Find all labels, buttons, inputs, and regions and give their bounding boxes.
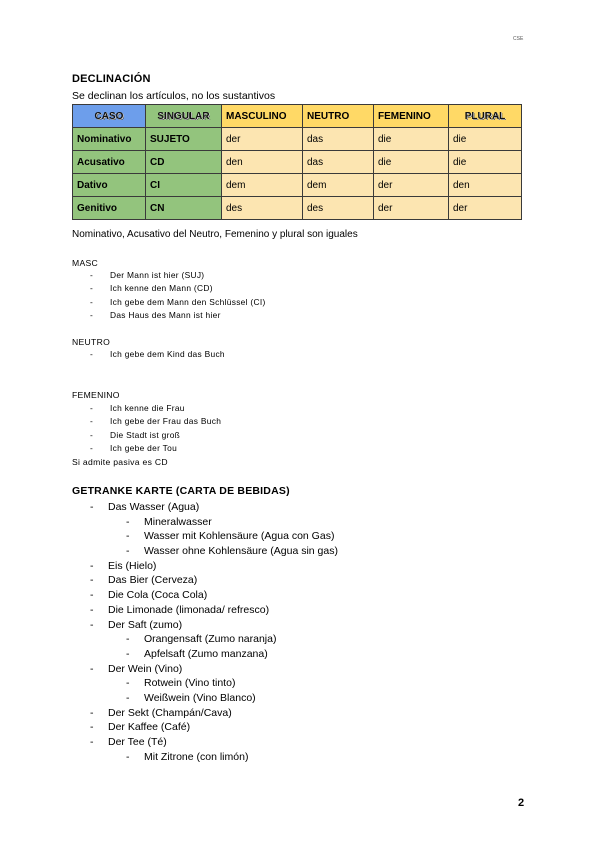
list-item: - Der Wein (Vino)	[72, 662, 338, 677]
fem-cell: der	[374, 197, 449, 220]
neutro-cell: dem	[303, 174, 374, 197]
table-header-row	[73, 105, 522, 128]
list-item: - Wasser mit Kohlensäure (Agua con Gas)	[72, 529, 338, 544]
list-item: - Der Kaffee (Café)	[72, 720, 338, 735]
list-item: - Die Cola (Coca Cola)	[72, 588, 338, 603]
plural-cell: die	[449, 151, 522, 174]
header-plural: PLURAL	[449, 105, 522, 128]
singular-cell: SUJETO	[146, 128, 222, 151]
table-row	[73, 151, 522, 174]
header-caso: CASO	[73, 105, 146, 128]
neutro-label: NEUTRO	[72, 337, 111, 347]
list-item: - Das Wasser (Agua)	[72, 500, 338, 515]
list-item: - Der Sekt (Champán/Cava)	[72, 706, 338, 721]
declension-table	[72, 104, 522, 220]
list-item: - Die Stadt ist groß	[72, 429, 221, 442]
list-item: - Ich gebe der Tou	[72, 442, 221, 455]
masc-cell: des	[222, 197, 303, 220]
fem-cell: der	[374, 174, 449, 197]
singular-cell: CI	[146, 174, 222, 197]
fem-cell: die	[374, 128, 449, 151]
neutro-cell: des	[303, 197, 374, 220]
list-item: - Der Saft (zumo)	[72, 618, 338, 633]
list-item: - Wasser ohne Kohlensäure (Agua sin gas)	[72, 544, 338, 559]
neutro-cell: das	[303, 128, 374, 151]
header-mark: CSE	[513, 36, 524, 42]
header-masculino: MASCULINO	[222, 105, 303, 128]
masc-cell: den	[222, 151, 303, 174]
list-item: - Orangensaft (Zumo naranja)	[72, 632, 338, 647]
fem-cell: die	[374, 151, 449, 174]
list-item: - Ich kenne den Mann (CD)	[72, 282, 266, 295]
masc-cell: der	[222, 128, 303, 151]
list-item: - Ich gebe der Frau das Buch	[72, 415, 221, 428]
list-item: - Die Limonade (limonada/ refresco)	[72, 603, 338, 618]
plural-cell: die	[449, 128, 522, 151]
caso-cell: Dativo	[73, 174, 146, 197]
page-number: 2	[518, 797, 525, 809]
singular-cell: CD	[146, 151, 222, 174]
list-item: - Rotwein (Vino tinto)	[72, 676, 338, 691]
neutro-cell: das	[303, 151, 374, 174]
list-item: - Mineralwasser	[72, 515, 338, 530]
list-item: - Apfelsaft (Zumo manzana)	[72, 647, 338, 662]
table-row	[73, 128, 522, 151]
header-singular: SINGULAR	[146, 105, 222, 128]
caso-cell: Nominativo	[73, 128, 146, 151]
drinks-title: GETRANKE KARTE (CARTA DE BEBIDAS)	[72, 485, 290, 497]
singular-cell: CN	[146, 197, 222, 220]
declension-note: Nominativo, Acusativo del Neutro, Femenino y plural son iguales	[72, 229, 358, 240]
table-row	[73, 174, 522, 197]
list-item: - Das Haus des Mann ist hier	[72, 309, 266, 322]
list-item: - Ich kenne die Frau	[72, 402, 221, 415]
caso-cell: Acusativo	[73, 151, 146, 174]
caso-cell: Genitivo	[73, 197, 146, 220]
plural-cell: der	[449, 197, 522, 220]
list-item: - Ich gebe dem Mann den Schlüssel (CI)	[72, 296, 266, 309]
list-item: - Der Tee (Té)	[72, 735, 338, 750]
femenino-footer: Si admite pasiva es CD	[72, 457, 168, 467]
declension-title: DECLINACIÓN	[72, 73, 151, 85]
list-item: - Der Mann ist hier (SUJ)	[72, 269, 266, 282]
table-row	[73, 197, 522, 220]
header-femenino: FEMENINO	[374, 105, 449, 128]
masc-cell: dem	[222, 174, 303, 197]
drinks-list	[72, 500, 338, 764]
header-neutro: NEUTRO	[303, 105, 374, 128]
masc-list	[72, 269, 266, 323]
plural-cell: den	[449, 174, 522, 197]
femenino-label: FEMENINO	[72, 390, 120, 400]
list-item: - Das Bier (Cerveza)	[72, 573, 338, 588]
neutro-list	[72, 348, 225, 361]
list-item: - Eis (Hielo)	[72, 559, 338, 574]
femenino-list	[72, 402, 221, 456]
declension-subtitle: Se declinan los artículos, no los sustantivos	[72, 90, 276, 102]
list-item: - Ich gebe dem Kind das Buch	[72, 348, 225, 361]
masc-label: MASC	[72, 258, 99, 268]
list-item: - Weißwein (Vino Blanco)	[72, 691, 338, 706]
list-item: - Mit Zitrone (con limón)	[72, 750, 338, 765]
